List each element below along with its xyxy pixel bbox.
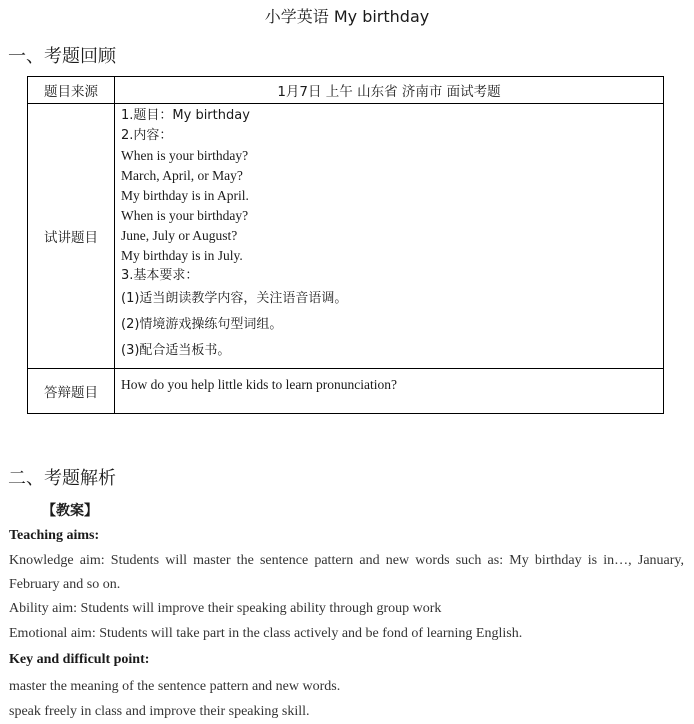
lecture-content bbox=[115, 104, 664, 369]
section-heading-analysis: 二、考题解析 bbox=[8, 468, 116, 489]
requirement-item: (2)情境游戏操练句型词组。 bbox=[121, 317, 283, 332]
lesson-plan-label: 【教案】 bbox=[42, 503, 98, 519]
section-heading-review: 一、考题回顾 bbox=[8, 46, 116, 67]
table-row bbox=[28, 104, 664, 369]
ability-aim: Ability aim: Students will improve their speaking ability through group work bbox=[9, 601, 442, 616]
lecture-line: June, July or August? bbox=[121, 228, 238, 243]
source-value: 1月7日 上午 山东省 济南市 面试考题 bbox=[115, 77, 664, 104]
key-point-item: speak freely in class and improve their speaking skill. bbox=[9, 704, 310, 719]
lecture-label: 试讲题目 bbox=[28, 104, 115, 369]
key-point-item: master the meaning of the sentence pattern and new words. bbox=[9, 679, 341, 694]
requirement-item: (3)配合适当板书。 bbox=[121, 343, 231, 358]
lecture-line: When is your birthday? bbox=[121, 208, 249, 223]
lecture-line: 2.内容： bbox=[121, 128, 173, 143]
lecture-line: 3.基本要求： bbox=[121, 268, 199, 283]
table-row bbox=[28, 77, 664, 104]
key-point-heading: Key and difficult point: bbox=[9, 652, 150, 667]
document-title: 小学英语 My birthday bbox=[264, 7, 430, 26]
lecture-line: My birthday is in April. bbox=[121, 188, 249, 203]
defense-value: How do you help little kids to learn pronunciation? bbox=[115, 369, 664, 414]
emotional-aim: Emotional aim: Students will take part in the class actively and be fond of learning English. bbox=[9, 626, 523, 641]
knowledge-aim-continued: February and so on. bbox=[9, 577, 121, 592]
lecture-line: My birthday is in July. bbox=[121, 248, 243, 263]
exam-review-table bbox=[27, 76, 664, 414]
defense-label: 答辩题目 bbox=[28, 369, 115, 414]
teaching-aims-heading: Teaching aims: bbox=[9, 528, 100, 543]
lecture-line: 1.题目：My birthday bbox=[121, 108, 250, 123]
requirement-item: (1)适当朗读教学内容，关注语音语调。 bbox=[121, 291, 348, 306]
source-label: 题目来源 bbox=[28, 77, 115, 104]
lecture-line: March, April, or May? bbox=[121, 168, 243, 183]
lecture-line: When is your birthday? bbox=[121, 148, 249, 163]
knowledge-aim: Knowledge aim: Students will master the sentence pattern and new words such as: My birthday is in…, January, bbox=[9, 553, 684, 568]
table-row bbox=[28, 369, 664, 414]
